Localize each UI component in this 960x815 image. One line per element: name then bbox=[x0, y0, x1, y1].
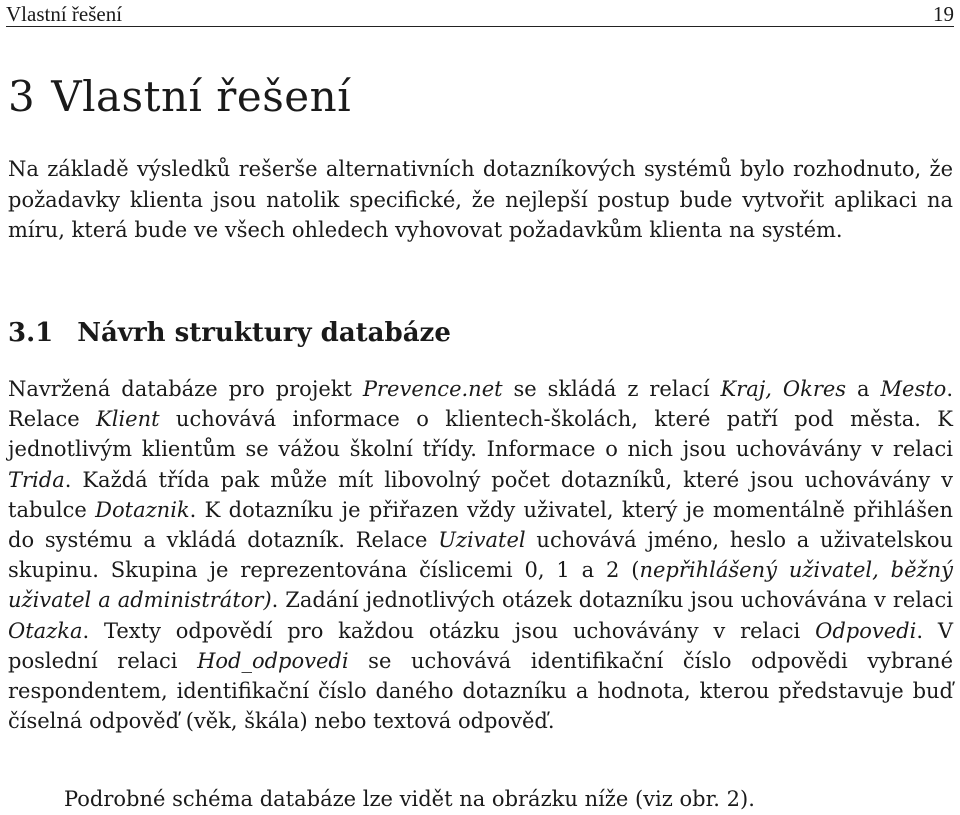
running-header bbox=[6, 2, 954, 27]
text-run: . V poslední relaci bbox=[8, 618, 953, 673]
section-heading bbox=[8, 316, 451, 350]
relation-name: Odpovedi bbox=[815, 618, 917, 643]
text-run: se skládá z relací bbox=[502, 377, 721, 401]
relation-name: Uzivatel bbox=[438, 528, 526, 553]
relation-name: Hod_odpovedi bbox=[197, 648, 349, 673]
text-run: se uchovává identifikační číslo odpovědi vybrané respondentem, identifikační číslo daného dotazníku a hodnota, kterou představuje buď číselná odpověď (věk, škála) nebo textová odpověď. bbox=[8, 648, 953, 734]
text-run: . Zadání jednotlivých otázek dotazníku jsou uchovávána v relaci bbox=[271, 588, 953, 613]
relation-name: Kraj, Okres bbox=[720, 377, 847, 401]
text-run: . Každá třída pak může mít libovolný počet dotazníků, které jsou uchovávány v tabulce bbox=[8, 467, 953, 522]
database-description-paragraph bbox=[8, 374, 953, 736]
running-title: Vlastní řešení bbox=[6, 2, 123, 26]
text-run: a bbox=[846, 377, 881, 401]
page-number: 19 bbox=[933, 2, 954, 26]
figure-reference-paragraph: Podrobné schéma databáze lze vidět na obrázku níže (viz obr. 2). bbox=[64, 787, 755, 811]
text-run: . Relace bbox=[8, 377, 953, 432]
text-run: . K dotazníku je přiřazen vždy uživatel, který je momentálně přihlášen do systému a vkládá dotazník. Relace bbox=[8, 497, 953, 553]
relation-name: Prevence.net bbox=[362, 377, 503, 401]
relation-name: Otazka bbox=[8, 618, 83, 643]
chapter-title: Vlastní řešení bbox=[51, 72, 352, 121]
section-title: Návrh struktury databáze bbox=[77, 318, 451, 348]
text-run: uchovává jméno, heslo a uživatelskou skupinu. Skupina je reprezentována číslicemi 0, 1 a 2 ( bbox=[8, 528, 953, 583]
text-run: uchovává informace o klientech-školách, které patří pod města. K jednotlivým klientům se vážou školní třídy. Informace o nich jsou uchovávány v relaci bbox=[8, 407, 953, 462]
chapter-heading bbox=[8, 72, 351, 122]
text-run: Navržená databáze pro projekt bbox=[8, 377, 363, 401]
relation-name: Trida bbox=[8, 467, 65, 492]
text-run: . Texty odpovědí pro každou otázku jsou uchovávány v relaci bbox=[82, 618, 816, 643]
relation-name: Mesto bbox=[880, 377, 947, 401]
relation-name: Klient bbox=[96, 407, 160, 432]
intro-paragraph: Na základě výsledků rešerše alternativních dotazníkových systémů bylo rozhodnuto, že požadavky klienta jsou natolik specifické, že nejlepší postup bude vytvořit aplikaci na míru, která bude ve všech ohledech vyhovovat požadavkům klienta na systém. bbox=[8, 157, 953, 242]
section-number: 3.1 bbox=[8, 318, 54, 348]
relation-name: Dotaznik bbox=[95, 497, 190, 522]
chapter-number: 3 bbox=[8, 72, 36, 121]
user-group-names: nepřihlášený uživatel, běžný uživatel a administrátor) bbox=[8, 558, 953, 613]
